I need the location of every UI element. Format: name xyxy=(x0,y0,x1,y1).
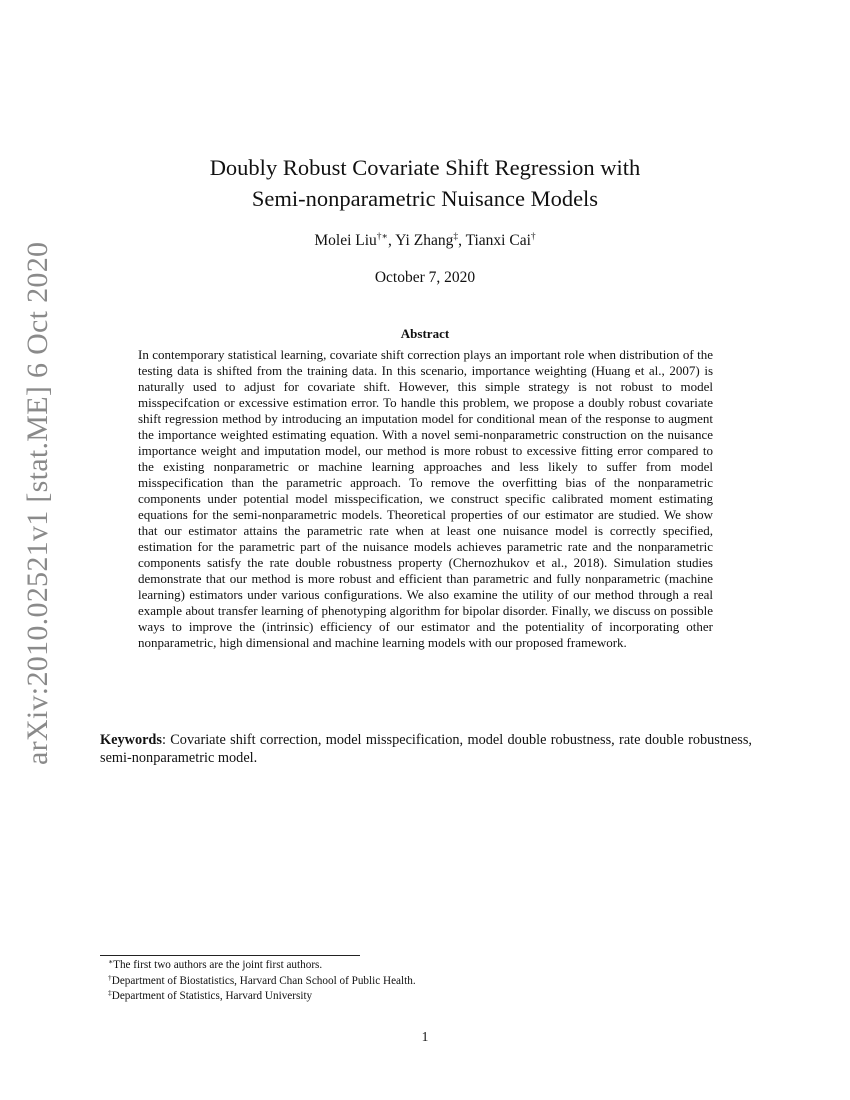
author-affiliation-marks: †∗ xyxy=(376,232,389,242)
footnote-mark: ‡ xyxy=(108,988,112,997)
keywords-text: Covariate shift correction, model misspecification, model double robustness, rate double robustness, semi-nonparametric model. xyxy=(100,732,753,766)
title-line-2: Semi-nonparametric Nuisance Models xyxy=(251,186,599,211)
author-name: Yi Zhang xyxy=(395,232,454,249)
publication-date: October 7, 2020 xyxy=(374,269,476,286)
author-name: Tianxi Cai xyxy=(465,232,531,249)
author-separator: , xyxy=(458,232,466,249)
author-separator: , xyxy=(388,232,396,249)
footnote-mark: † xyxy=(108,972,112,982)
keywords-label: Keywords xyxy=(100,732,162,748)
arxiv-identifier-stamp: arXiv:2010.02521v1 [stat.ME] 6 Oct 2020 xyxy=(21,241,54,765)
page-number: 1 xyxy=(421,1029,429,1044)
footnotes xyxy=(108,958,748,1005)
footnote-text: The first two authors are the joint first authors. xyxy=(113,959,323,971)
paper-title xyxy=(100,152,750,214)
footnote xyxy=(108,958,748,974)
footnote-text: Department of Statistics, Harvard University xyxy=(111,990,313,1002)
abstract-heading: Abstract xyxy=(400,326,450,341)
footnote xyxy=(108,989,748,1005)
footnote-text: Department of Biostatistics, Harvard Chan School of Public Health. xyxy=(111,974,416,987)
author-affiliation-marks: ‡ xyxy=(453,232,459,242)
author-name: Molei Liu xyxy=(314,232,377,249)
footnote-mark: ∗ xyxy=(108,957,114,966)
footnote-divider xyxy=(100,955,360,956)
footnote xyxy=(108,974,748,990)
title-line-1: Doubly Robust Covariate Shift Regression with xyxy=(209,155,641,180)
abstract-text: In contemporary statistical learning, covariate shift correction plays an important role when distribution of the testing data is shifted from the training data. In this scenario, importance weighting (Huang et al., 2007) is naturally used to adjust for covariate shift. However, this simple strategy is not robust to model misspecifcation or excessive estimation error. To handle this problem, we propose a doubly robust covariate shift regression method by introducing an imputation model for conditional mean of the response to augment the importance weighted estimating equation. With a novel semi-nonparametric construction on the nuisance importance weight and imputation model, our method is more robust to excessive fitting error compared to the existing nonparametric or machine learning approaches and less likely to suffer from model misspecification than the parametric approach. To remove the overfitting bias of the nonparametric components under potential model misspecification, we construct specific calibrated moment estimating equations for the semi-nonparametric models. Theoretical properties of our estimator are studied. We show that our estimator attains the parametric rate when at least one nuisance model is correctly specified, estimation for the parametric part of the nuisance models achieves parametric rate and the nonparametric components satisfy the rate double robustness property (Chernozhukov et al., 2018). Simulation studies demonstrate that our method is more robust and efficient than parametric and fully nonparametric (machine learning) estimators under various configurations. We also examine the utility of our method through a real example about transfer learning of phenotyping algorithm for bipolar disorder. Finally, we discuss on possible ways to improve the (intrinsic) efficiency of our estimator and the potentiality of incorporating other nonparametric, high dimensional and machine learning models with our proposed framework. xyxy=(138,347,713,650)
author-affiliation-marks: † xyxy=(530,232,536,242)
keywords-section xyxy=(100,731,752,767)
keywords-separator: : xyxy=(161,732,171,748)
author-list xyxy=(100,231,750,251)
